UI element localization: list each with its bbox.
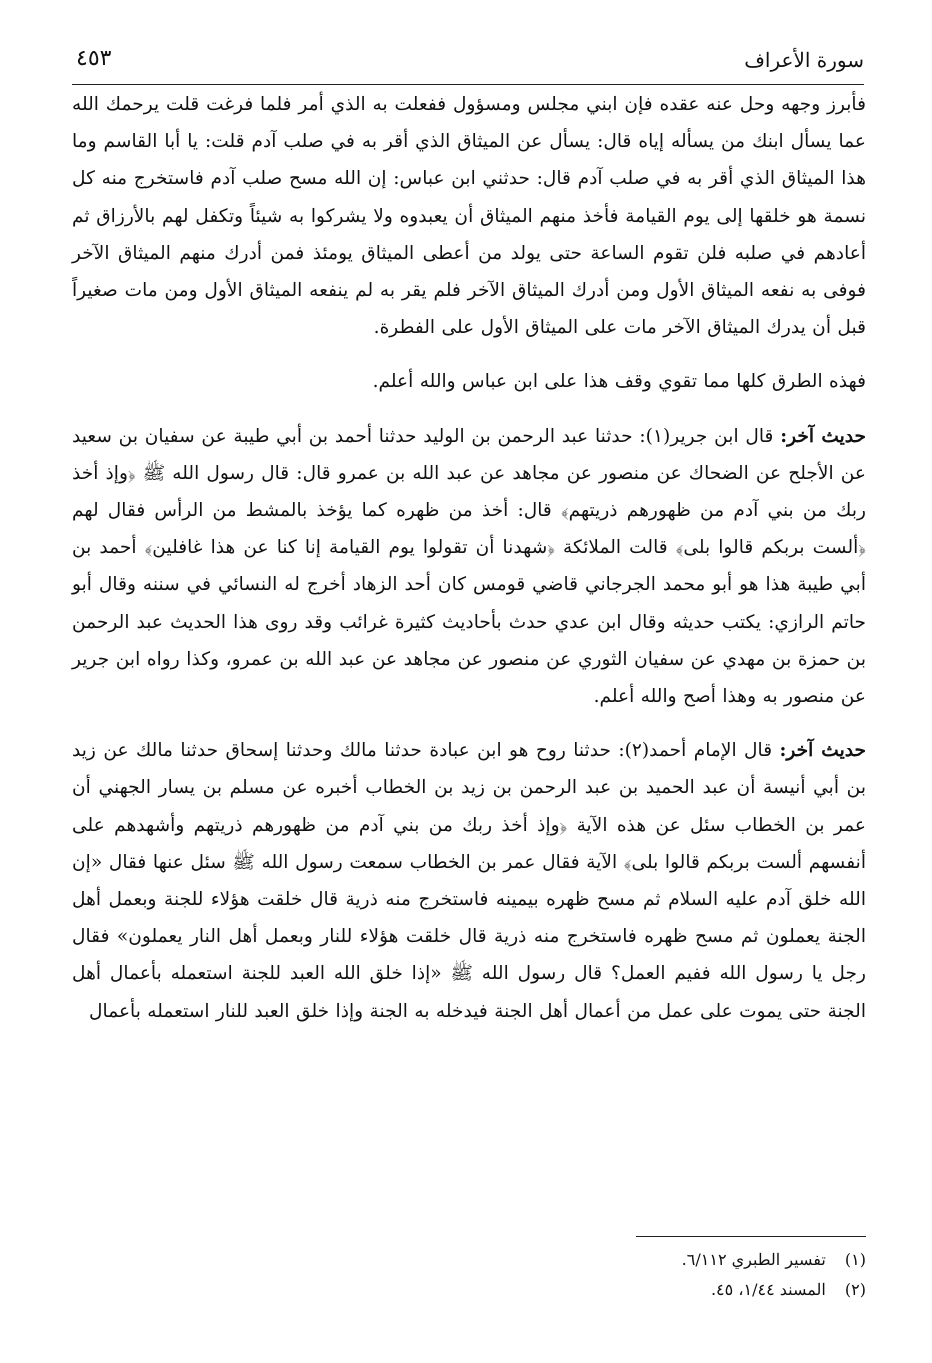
footnote-divider [636, 1236, 866, 1237]
footnotes [72, 1245, 866, 1305]
surah-title: سورة الأعراف [744, 48, 864, 72]
paragraph-text: قال ابن جرير(١): حدثنا عبد الرحمن بن الوليد حدثنا أحمد بن أبي طيبة عن سفيان بن سعيد عن الأجلح عن الضحاك عن منصور عن مجاهد عن عبد الله بن عمرو قال: قال رسول الله ﷺ ﴿وإذ أخذ ربك من بني آدم من ظهورهم ذريتهم﴾ قال: أخذ من ظهره كما يؤخذ بالمشط من الرأس فقال لهم ﴿ألست بربكم قالوا بلى﴾ قالت الملائكة ﴿شهدنا أن تقولوا يوم القيامة إنا كنا عن هذا غافلين﴾ أحمد بن أبي طيبة هذا هو أبو محمد الجرجاني قاضي قومس كان أحد الزهاد أخرج له النسائي في سننه وقال أبو حاتم الرازي: يكتب حديثه وقال ابن عدي حدث بأحاديث كثيرة غرائب وقد روى هذا الحديث عبد الرحمن بن حمزة بن مهدي عن سفيان الثوري عن منصور عن مجاهد عن عبد الله بن عمرو، وكذا رواه ابن جرير عن منصور به وهذا أصح والله أعلم. [72, 425, 866, 708]
hadith-heading: حديث آخر: [779, 740, 866, 762]
paragraph [72, 86, 866, 346]
footnote-number: (١) [844, 1250, 866, 1269]
paragraph [72, 363, 866, 400]
footnote-number: (٢) [844, 1280, 866, 1299]
footnote [72, 1275, 866, 1305]
footnote [72, 1245, 866, 1275]
page-header [72, 44, 864, 85]
paragraph-text: قال الإمام أحمد(٢): حدثنا روح هو ابن عبادة حدثنا مالك وحدثنا إسحاق حدثنا مالك عن زيد بن أبي أنيسة أن عبد الحميد بن عبد الرحمن بن زيد بن الخطاب أخبره عن مسلم بن يسار الجهني أن عمر بن الخطاب سئل عن هذه الآية ﴿وإذ أخذ ربك من بني آدم من ظهورهم ذريتهم وأشهدهم على أنفسهم ألست بربكم قالوا بلى﴾ الآية فقال عمر بن الخطاب سمعت رسول الله ﷺ سئل عنها فقال «إن الله خلق آدم عليه السلام ثم مسح ظهره بيمينه فاستخرج منه ذرية قال خلقت هؤلاء للجنة وبعمل أهل الجنة يعملون ثم مسح ظهره فاستخرج منه ذرية قال خلقت هؤلاء للنار وبعمل أهل النار يعملون» فقال رجل يا رسول الله ففيم العمل؟ قال رسول الله ﷺ «إذا خلق الله العبد للجنة استعمله بأعمال أهل الجنة حتى يموت على عمل من أعمال أهل الجنة فيدخله به الجنة وإذا خلق العبد للنار استعمله بأعمال [72, 740, 866, 1022]
paragraph [72, 732, 866, 1030]
paragraph-text: فهذه الطرق كلها مما تقوي وقف هذا على ابن عباس والله أعلم. [372, 371, 866, 393]
page-number: ٤٥٣ [76, 46, 112, 71]
paragraph-text: فأبرز وجهه وحل عنه عقده فإن ابني مجلس ومسؤول ففعلت به الذي أمر فلما فرغت قلت يرحمك الله عما يسأل ابنك من يسأله إياه قال: يسأل عن الميثاق الذي أقر به في صلب آدم قلت: يا أبا القاسم وما هذا الميثاق الذي أقر به في صلب آدم قال: حدثني ابن عباس: إن الله مسح صلب آدم فاستخرج منه كل نسمة هو خلقها إلى يوم القيامة فأخذ منهم الميثاق أن يعبدوه ولا يشركوا به شيئاً وتكفل لهم بالأرزاق ثم أعادهم في صلبه فلن تقوم الساعة حتى يولد من أعطى الميثاق يومئذ فمن أدرك منهم الميثاق الآخر فوفى به نفعه الميثاق الأول ومن أدرك الميثاق الآخر فلم يقر به لم ينفعه الميثاق الأول ومن مات صغيراً قبل أن يدرك الميثاق الآخر مات على الميثاق الأول على الفطرة. [72, 94, 866, 339]
paragraph [72, 418, 866, 716]
footnote-text: المسند ١/٤٤، ٤٥. [710, 1280, 826, 1299]
hadith-heading: حديث آخر: [780, 425, 867, 447]
footnote-text: تفسير الطبري ٦/١١٢. [681, 1250, 826, 1269]
page-body [72, 86, 866, 1047]
